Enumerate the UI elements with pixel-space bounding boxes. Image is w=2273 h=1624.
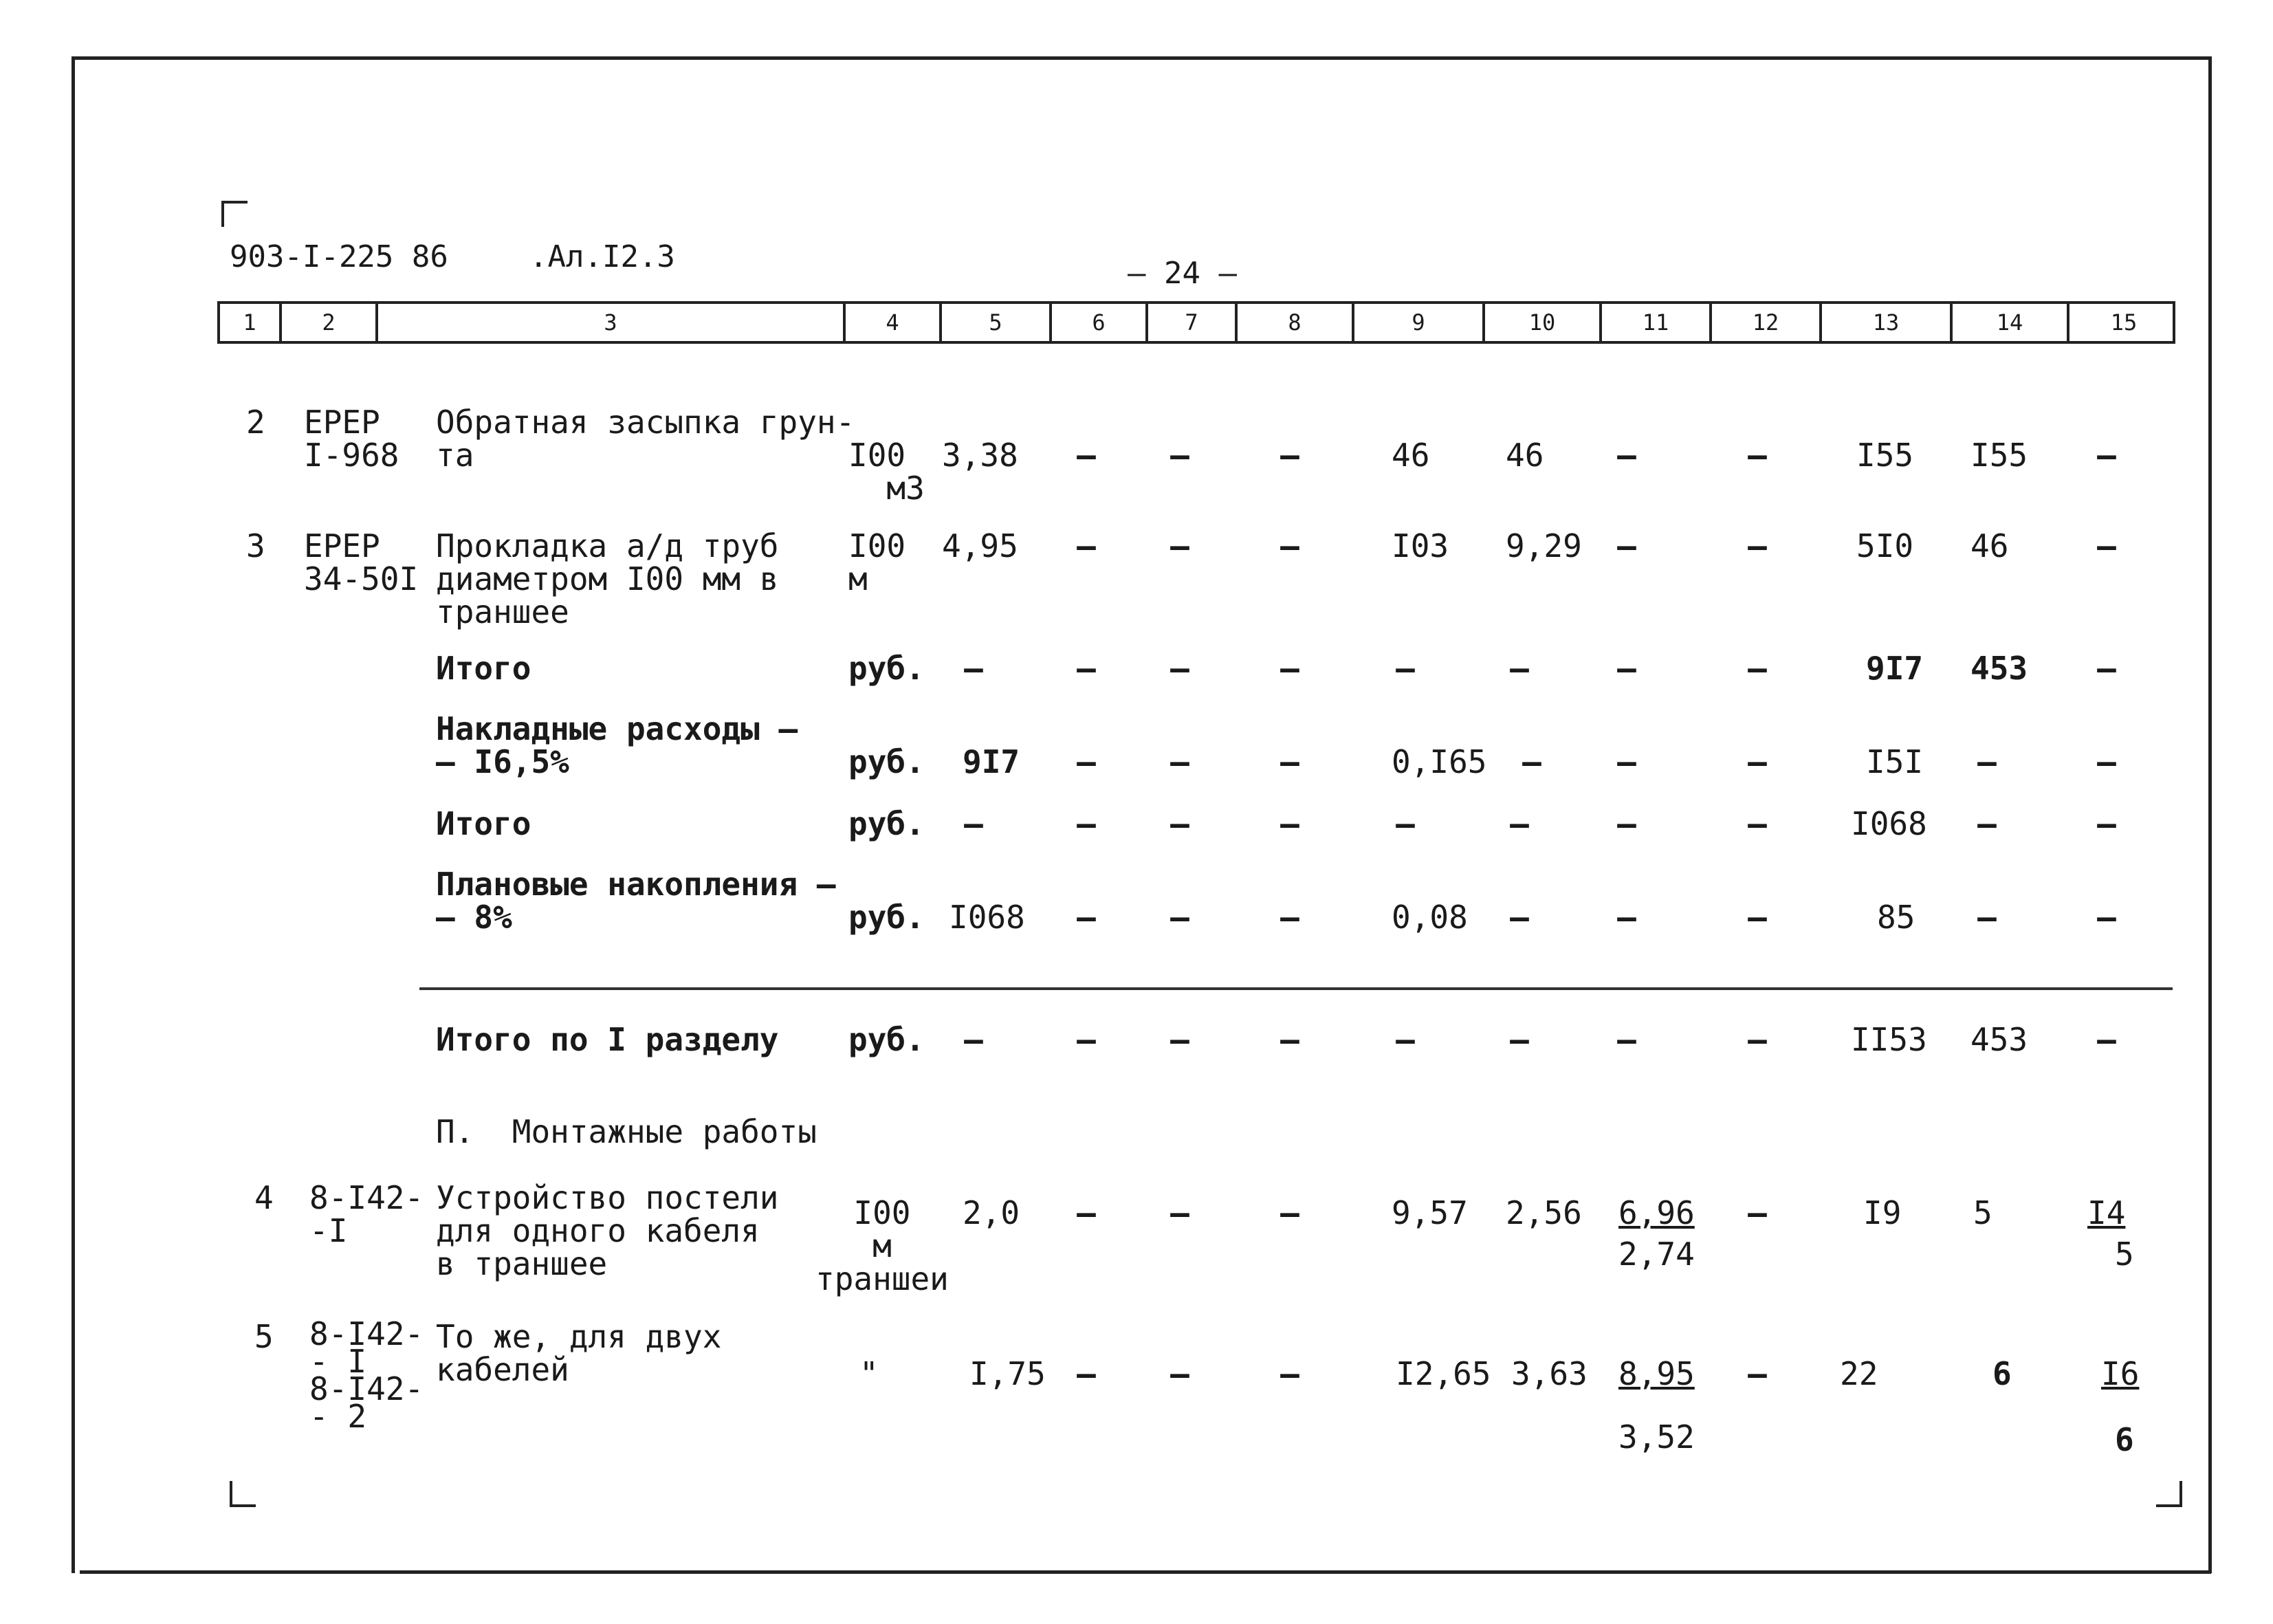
cell-c9: I2,65 (1396, 1355, 1491, 1392)
cell-c15: I6 (2101, 1355, 2140, 1392)
cell-c8: – (1280, 1194, 1299, 1231)
cell-c13: 22 (1840, 1355, 1878, 1392)
cell-c13: I55 (1856, 437, 1914, 474)
cell-c9: 9,57 (1392, 1194, 1468, 1231)
cell-c8: – (1280, 805, 1299, 842)
cell-c11: – (1617, 1021, 1636, 1058)
row-number: 5 (254, 1318, 274, 1355)
cell-c7: – (1170, 899, 1189, 936)
corner-mark-top-left (221, 201, 248, 227)
cell-c5: I,75 (969, 1355, 1046, 1392)
cell-c7: – (1170, 437, 1189, 474)
cell-c6: – (1077, 650, 1096, 687)
row-unit: I00 м (848, 527, 906, 597)
cell-c8: – (1280, 437, 1299, 474)
page-frame-left (72, 56, 75, 1573)
section-heading: П. Монтажные работы (436, 1113, 817, 1150)
row-name: Накладные расходы – – I6,5% (436, 710, 798, 780)
page-number: — 24 — (1128, 256, 1237, 291)
row-code: ЕРЕР I-968 (304, 404, 399, 474)
document-code: 903-I-225 86 (230, 239, 448, 274)
cell-c15: – (2097, 899, 2116, 936)
cell-c8: – (1280, 899, 1299, 936)
cell-c7: – (1170, 1194, 1189, 1231)
cell-c11: 8,95 (1618, 1355, 1695, 1392)
row-name: Итого по I разделу (436, 1021, 779, 1058)
cell-c11: – (1617, 527, 1636, 564)
row-name: Итого (436, 650, 531, 687)
cell-c6: – (1077, 437, 1096, 474)
cell-c5: 3,38 (942, 437, 1018, 474)
sheet-code: .Ал.I2.3 (529, 239, 675, 274)
cell-c14: – (1977, 805, 1997, 842)
cell-c6: – (1077, 1194, 1096, 1231)
row-name: Плановые накопления – – 8% (436, 866, 836, 936)
column-number-header (217, 301, 2175, 344)
cell-c9: 0,08 (1392, 899, 1468, 936)
row-name: Обратная засыпка грун- та (436, 404, 855, 474)
cell-c10: 46 (1506, 437, 1544, 474)
cell-c15: I4 (2087, 1194, 2126, 1231)
column-number: 13 (1822, 304, 1953, 341)
cell-c10: – (1510, 1021, 1529, 1058)
corner-mark-bottom-right (2156, 1481, 2182, 1507)
cell-c5: 9I7 (963, 743, 1020, 780)
column-number: 10 (1485, 304, 1602, 341)
cell-c11: – (1617, 805, 1636, 842)
cell-c6: – (1077, 1355, 1096, 1392)
cell-c10: – (1510, 805, 1529, 842)
cell-c5: 2,0 (963, 1194, 1020, 1231)
row-code: ЕРЕР 34-50I (304, 527, 419, 597)
row-unit: руб. (848, 650, 925, 687)
row-unit: I00 м3 (848, 437, 925, 507)
column-number: 1 (220, 304, 282, 341)
cell-c7: – (1170, 650, 1189, 687)
column-number: 8 (1238, 304, 1354, 341)
row-unit: " (859, 1355, 879, 1392)
cell-c5: 4,95 (942, 527, 1018, 564)
cell-c14: 453 (1970, 650, 2028, 687)
cell-c5: – (964, 805, 983, 842)
cell-c6: – (1077, 1021, 1096, 1058)
section-divider (419, 987, 2173, 990)
cell-c14: 46 (1970, 527, 2009, 564)
row-unit: руб. (848, 805, 925, 842)
cell-c15: – (2097, 437, 2116, 474)
cell-c15-lower: 6 (2115, 1421, 2134, 1458)
cell-c7: – (1170, 1021, 1189, 1058)
column-number: 3 (378, 304, 846, 341)
cell-c14: 6 (1992, 1355, 2012, 1392)
cell-c15: – (2097, 527, 2116, 564)
row-unit: руб. (848, 1021, 925, 1058)
cell-c14: – (1977, 743, 1997, 780)
row-unit: I00 м траншеи (815, 1194, 949, 1297)
cell-c7: – (1170, 1355, 1189, 1392)
cell-c9: I03 (1392, 527, 1449, 564)
cell-c11: – (1617, 437, 1636, 474)
cell-c7: – (1170, 805, 1189, 842)
cell-c12: – (1748, 650, 1767, 687)
cell-c15: – (2097, 1021, 2116, 1058)
cell-c9: 0,I65 (1392, 743, 1487, 780)
row-name: То же, для двух кабелей (436, 1318, 722, 1388)
row-unit: руб. (848, 743, 925, 780)
cell-c10: 9,29 (1506, 527, 1582, 564)
cell-c7: – (1170, 743, 1189, 780)
cell-c13: I5I (1866, 743, 1924, 780)
column-number: 15 (2110, 309, 2138, 336)
cell-c8: – (1280, 1355, 1299, 1392)
row-code: 8-I42- - I 8-I42- - 2 (309, 1315, 424, 1435)
cell-c12: – (1748, 805, 1767, 842)
corner-mark-bottom-left (230, 1481, 256, 1507)
cell-c15: – (2097, 805, 2116, 842)
row-number: 4 (254, 1179, 274, 1216)
cell-c9: – (1396, 805, 1415, 842)
cell-c9: 46 (1392, 437, 1430, 474)
column-number: 6 (1052, 304, 1148, 341)
column-number: 9 (1354, 304, 1485, 341)
cell-c8: – (1280, 650, 1299, 687)
cell-c13: 5I0 (1856, 527, 1914, 564)
page-frame-top (72, 56, 2210, 60)
cell-c11-lower: 2,74 (1618, 1236, 1695, 1273)
row-number: 3 (246, 527, 265, 564)
column-number: 7 (1148, 304, 1238, 341)
cell-c10: – (1522, 743, 1541, 780)
column-number: 4 (846, 304, 942, 341)
row-number: 2 (246, 404, 265, 441)
cell-c11: – (1617, 743, 1636, 780)
row-name: Итого (436, 805, 531, 842)
cell-c8: – (1280, 743, 1299, 780)
cell-c6: – (1077, 805, 1096, 842)
row-code: 8-I42- -I (309, 1179, 424, 1249)
row-name: Устройство постели для одного кабеля в траншее (436, 1179, 779, 1282)
cell-c11: – (1617, 650, 1636, 687)
cell-c13: 85 (1877, 899, 1915, 936)
cell-c12: – (1748, 1355, 1767, 1392)
cell-c6: – (1077, 743, 1096, 780)
column-number: 12 (1712, 304, 1822, 341)
cell-c12: – (1748, 1021, 1767, 1058)
cell-c8: – (1280, 1021, 1299, 1058)
cell-c12: – (1748, 437, 1767, 474)
cell-c13: II53 (1851, 1021, 1927, 1058)
row-name: Прокладка а/д труб диаметром I00 мм в траншее (436, 527, 779, 630)
cell-c11: 6,96 (1618, 1194, 1695, 1231)
cell-c6: – (1077, 527, 1096, 564)
cell-c14: 453 (1970, 1021, 2028, 1058)
column-number: 2 (282, 304, 378, 341)
cell-c11-lower: 3,52 (1618, 1418, 1695, 1456)
cell-c5: – (964, 1021, 983, 1058)
page-frame-right (2208, 56, 2212, 1573)
column-number: 14 (1953, 304, 2069, 341)
cell-c6: – (1077, 899, 1096, 936)
cell-c14: I55 (1970, 437, 2028, 474)
cell-c14: 5 (1973, 1194, 1992, 1231)
cell-c7: – (1170, 527, 1189, 564)
cell-c11: – (1617, 899, 1636, 936)
cell-c5: – (964, 650, 983, 687)
cell-c12: – (1748, 899, 1767, 936)
column-number: 11 (1602, 304, 1712, 341)
column-number: 5 (942, 304, 1052, 341)
cell-c10: – (1510, 899, 1529, 936)
cell-c13: I068 (1851, 805, 1927, 842)
page-frame-bottom (80, 1570, 2211, 1574)
cell-c15-lower: 5 (2115, 1236, 2134, 1273)
cell-c10: 3,63 (1511, 1355, 1588, 1392)
cell-c9: – (1396, 1021, 1415, 1058)
row-unit: руб. (848, 899, 925, 936)
cell-c12: – (1748, 743, 1767, 780)
cell-c10: 2,56 (1506, 1194, 1582, 1231)
cell-c5: I068 (949, 899, 1025, 936)
cell-c15: – (2097, 650, 2116, 687)
cell-c14: – (1977, 899, 1997, 936)
cell-c13: 9I7 (1866, 650, 1924, 687)
cell-c12: – (1748, 527, 1767, 564)
cell-c15: – (2097, 743, 2116, 780)
cell-c10: – (1510, 650, 1529, 687)
cell-c8: – (1280, 527, 1299, 564)
cell-c9: – (1396, 650, 1415, 687)
cell-c13: I9 (1863, 1194, 1902, 1231)
cell-c12: – (1748, 1194, 1767, 1231)
